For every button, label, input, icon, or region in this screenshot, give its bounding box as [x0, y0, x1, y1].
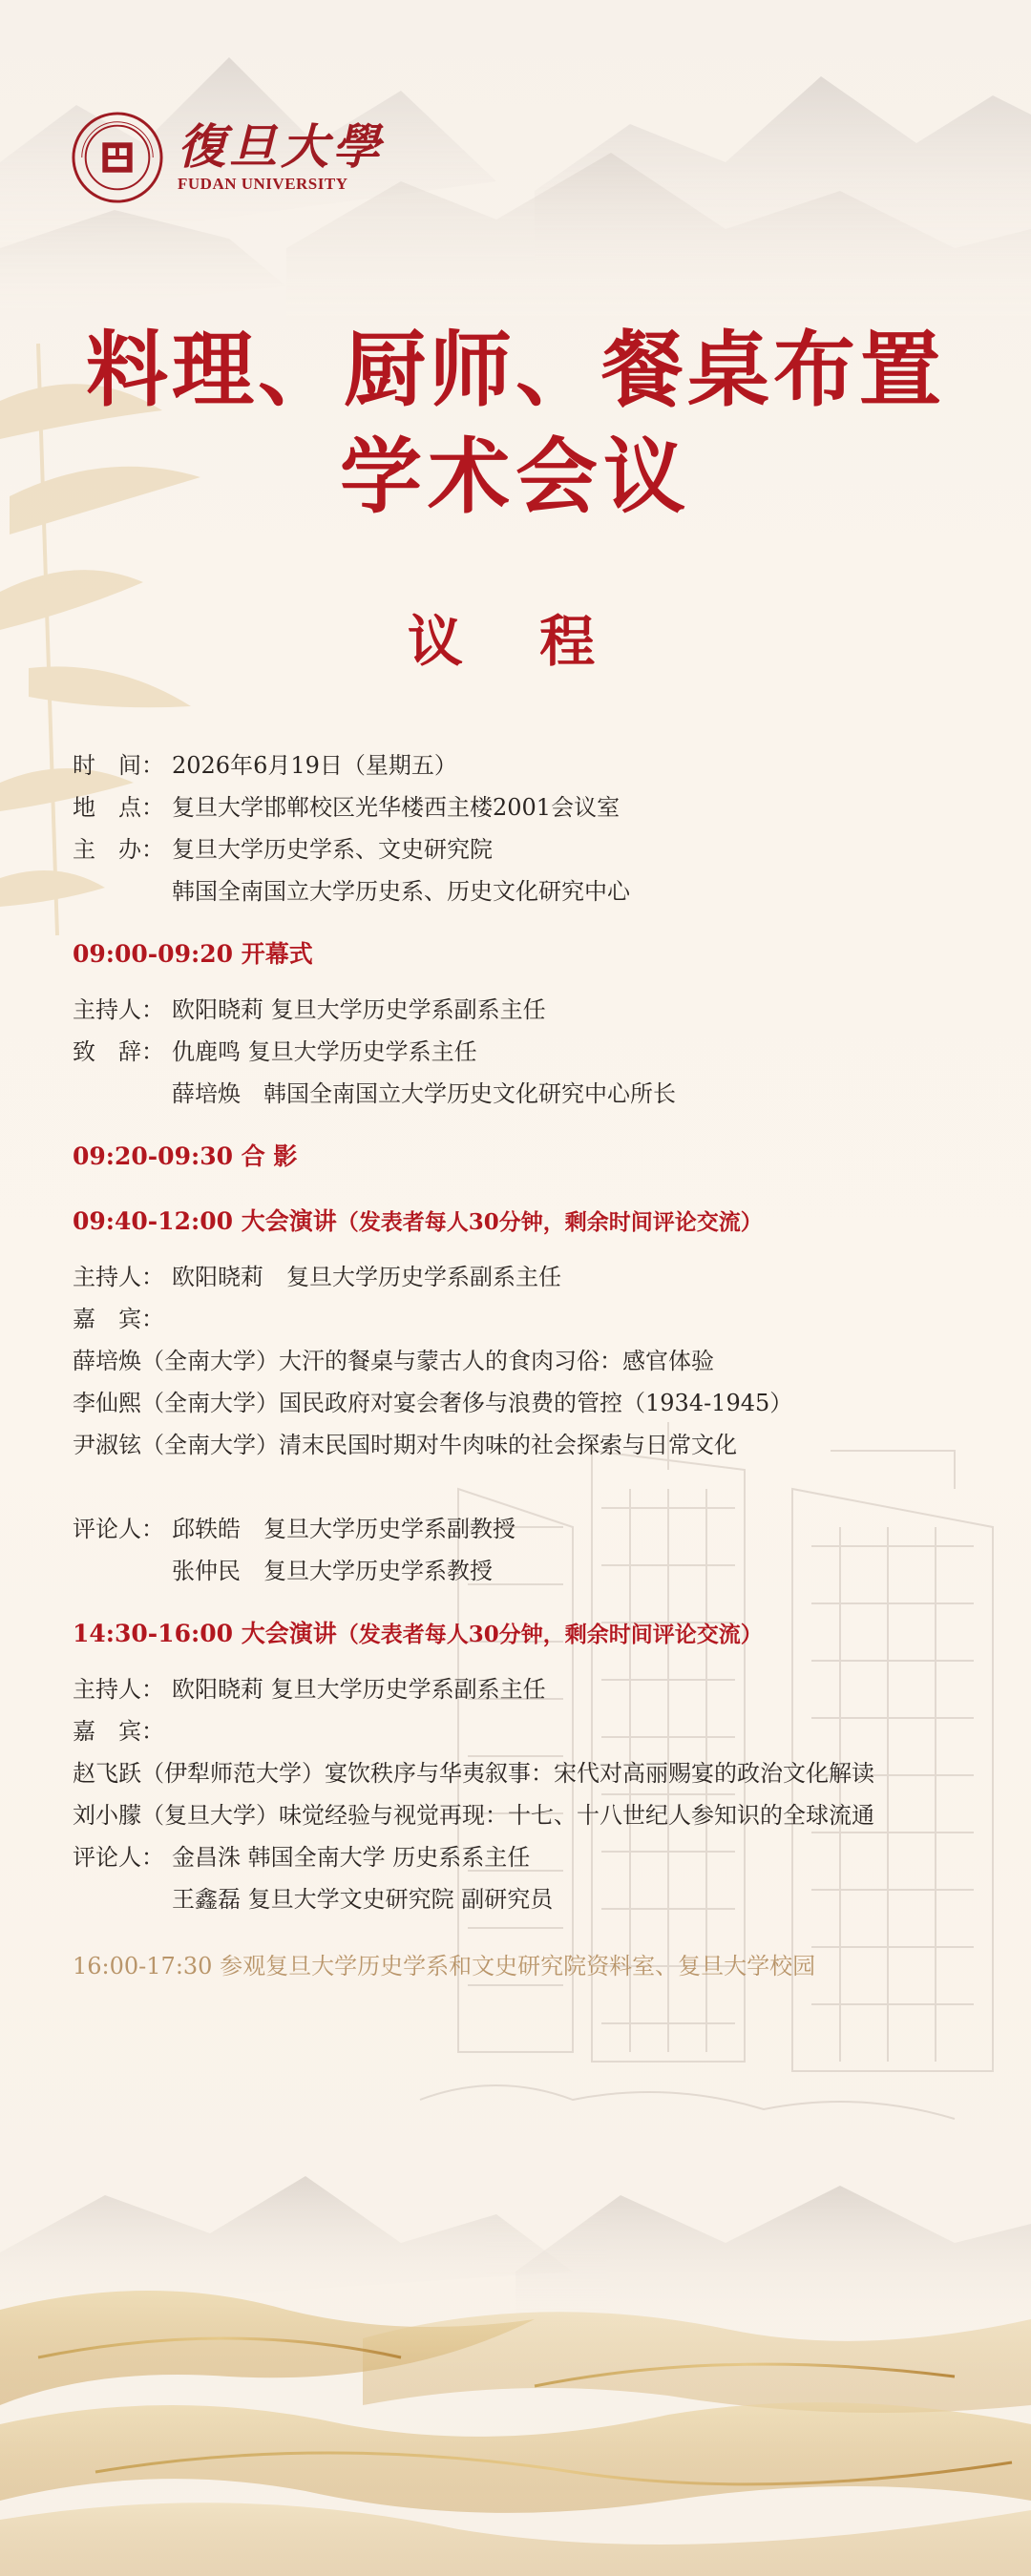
afternoon-talk: 刘小朦（复旦大学）味觉经验与视觉再现：十七、十八世纪人参知识的全球流通: [73, 1802, 874, 1829]
info-location: [73, 788, 620, 822]
line-label: 主持人：: [73, 1264, 164, 1290]
morning-guests-label: [73, 1300, 172, 1333]
line-label: 嘉 宾：: [73, 1718, 164, 1745]
info-time: [73, 746, 457, 780]
opening-speech: [73, 1033, 477, 1066]
session-afternoon-header: [73, 1615, 763, 1649]
session-time: 14:30-16:00 大会演讲: [73, 1620, 337, 1647]
morning-commentator: [172, 1552, 493, 1585]
session-photo-header: 09:20-09:30 合 影: [73, 1142, 298, 1170]
line-value: 欧阳晓莉 复旦大学历史学系副系主任: [172, 1264, 561, 1290]
info-value: 韩国全南国立大学历史系、历史文化研究中心: [172, 878, 630, 905]
afternoon-talk: 赵飞跃（伊犁师范大学）宴饮秩序与华夷叙事：宋代对高丽赐宴的政治文化解读: [73, 1760, 874, 1787]
info-label: 主 办：: [73, 836, 164, 863]
agenda-subtitle: 议 程: [407, 609, 624, 674]
conference-title-line2: 学术会议: [340, 429, 691, 525]
line-value: 欧阳晓莉 复旦大学历史学系副系主任: [172, 996, 546, 1023]
afternoon-host: [73, 1670, 546, 1704]
university-seal-icon: [71, 111, 164, 204]
info-organizer: [73, 830, 493, 864]
line-value: 张仲民 复旦大学历史学系教授: [172, 1558, 493, 1584]
university-name-cn: 復旦大學: [178, 118, 384, 175]
morning-talk: 尹淑铉（全南大学）清末民国时期对牛肉味的社会探索与日常文化: [73, 1432, 737, 1458]
line-label: 主持人：: [73, 1676, 164, 1703]
morning-host: [73, 1258, 561, 1291]
university-logo: [71, 111, 384, 204]
info-value: 复旦大学邯郸校区光华楼西主楼2001会议室: [172, 794, 621, 821]
conference-title-line1: 料理、厨师、餐桌布置: [86, 322, 945, 418]
session-note: （发表者每人30分钟，剩余时间评论交流）: [336, 1622, 763, 1647]
afternoon-guests-label: [73, 1712, 172, 1746]
line-value: 欧阳晓莉 复旦大学历史学系副系主任: [172, 1676, 546, 1703]
line-label: 评论人：: [73, 1516, 164, 1542]
line-label: 评论人：: [73, 1844, 164, 1871]
line-value: 王鑫磊 复旦大学文史研究院 副研究员: [172, 1886, 554, 1913]
session-time: 09:40-12:00 大会演讲: [73, 1207, 337, 1235]
session-note: （发表者每人30分钟，剩余时间评论交流）: [336, 1209, 763, 1235]
info-label: 地 点：: [73, 794, 164, 821]
line-value: 薛培焕 韩国全南国立大学历史文化研究中心所长: [172, 1080, 676, 1107]
afternoon-commentator: [172, 1880, 553, 1914]
university-name-en: FUDAN UNIVERSITY: [178, 175, 348, 193]
session-morning-header: [73, 1203, 763, 1237]
morning-commentator: [73, 1510, 516, 1543]
morning-talk: 李仙熙（全南大学）国民政府对宴会奢侈与浪费的管控（1934-1945）: [73, 1390, 793, 1416]
line-value: 仇鹿鸣 复旦大学历史学系主任: [172, 1038, 477, 1065]
afternoon-commentator: [73, 1838, 530, 1872]
line-label: 主持人：: [73, 996, 164, 1023]
session-visit: 16:00-17:30 参观复旦大学历史学系和文史研究院资料室、复旦大学校园: [73, 1953, 816, 1979]
info-label: 时 间：: [73, 752, 164, 779]
opening-speech-2: [172, 1075, 676, 1108]
info-value: 2026年6月19日（星期五）: [172, 752, 457, 779]
opening-host: [73, 991, 546, 1024]
info-organizer-2: [172, 872, 630, 906]
line-label: 嘉 宾：: [73, 1306, 164, 1332]
session-opening-header: 09:00-09:20 开幕式: [73, 940, 313, 968]
morning-talk: 薛培焕（全南大学）大汗的餐桌与蒙古人的食肉习俗：感官体验: [73, 1348, 714, 1374]
line-value: 邱轶皓 复旦大学历史学系副教授: [172, 1516, 516, 1542]
line-value: 金昌洙 韩国全南大学 历史系系主任: [172, 1844, 531, 1871]
info-value: 复旦大学历史学系、文史研究院: [172, 836, 493, 863]
line-label: 致 辞：: [73, 1038, 164, 1065]
